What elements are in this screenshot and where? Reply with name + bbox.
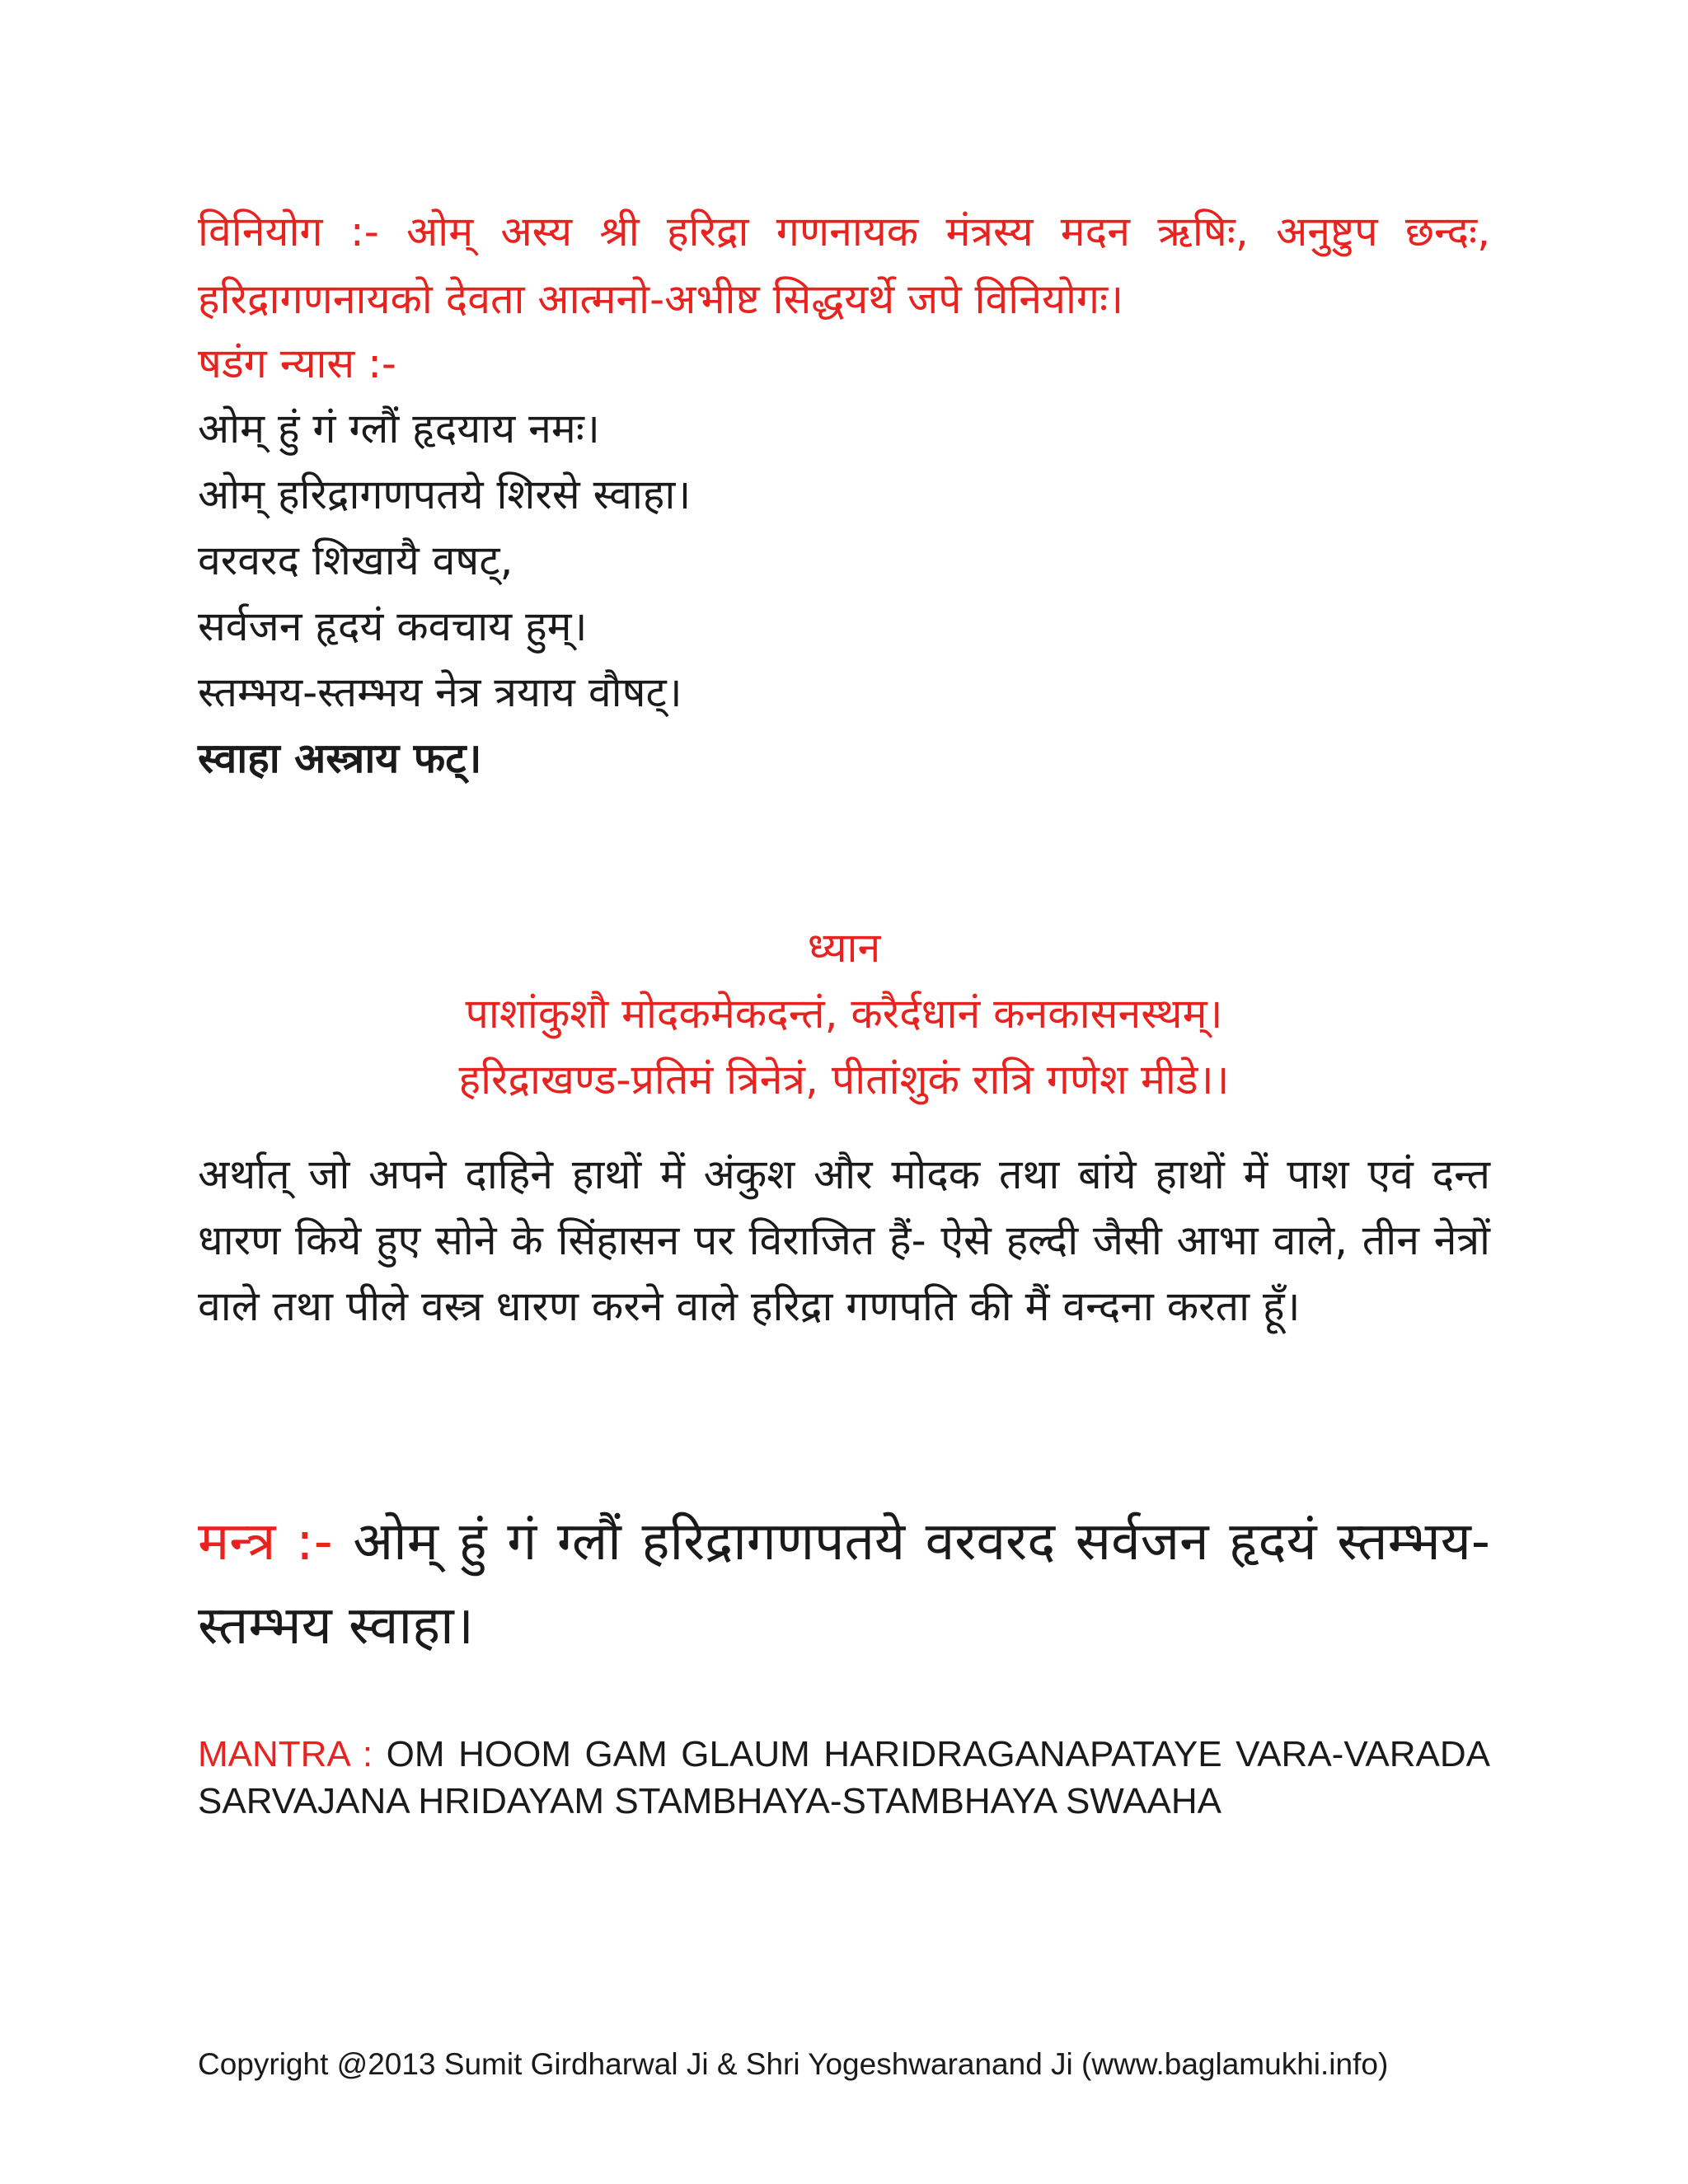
shadang-nyas-heading: षडंग न्यास :- xyxy=(198,340,396,387)
nyas-line-hridaya: ओम् हुं गं ग्लौं हृदयाय नमः। xyxy=(198,405,600,452)
shadang-nyas-list xyxy=(198,396,691,791)
mantra-english-label: MANTRA : xyxy=(198,1734,373,1774)
mantra-devanagari-paragraph xyxy=(198,1500,1490,1668)
dhyan-verse-line-2: हरिद्राखण्ड-प्रतिमं त्रिनेत्रं, पीतांशुकं रात्रि गणेश मीडे।। xyxy=(458,1056,1230,1104)
mantra-label: मन्त्र :- xyxy=(198,1511,333,1572)
dhyan-section xyxy=(198,915,1490,1113)
dhyan-verse-line-1: पाशांकुशौ मोदकमेकदन्तं, करैर्दधानं कनकासनस्थम्। xyxy=(465,990,1223,1038)
nyas-line-kavach: सर्वजन हृदयं कवचाय हुम्। xyxy=(198,602,588,650)
nyas-line-shira: ओम् हरिद्रागणपतये शिरसे स्वाहा। xyxy=(198,471,692,518)
nyas-line-netra: स्तम्भय-स्तम्भय नेत्र त्रयाय वौषट्। xyxy=(198,668,682,716)
meaning-paragraph: अर्थात् जो अपने दाहिने हाथों में अंकुश और मोदक तथा बांये हाथों में पाश एवं दन्त धारण किये हुए सोने के सिंहासन पर विराजित हैं- ऐसे हल्दी जैसी आभा वाले, तीन नेत्रों वाले तथा पीले वस्त्र धारण करने वाले हरिद्रा गणपति की मैं वन्दना करता हूँ। xyxy=(198,1151,1490,1330)
copyright-footer: Copyright @2013 Sumit Girdharwal Ji & Shri Yogeshwaranand Ji (www.baglamukhi.info) xyxy=(198,2047,1389,2081)
mantra-text: ओम् हुं गं ग्लौं हरिद्रागणपतये वरवरद सर्वजन हृदयं स्तम्भय-स्तम्भय स्वाहा। xyxy=(198,1511,1490,1657)
mantra-english-paragraph xyxy=(198,1731,1490,1825)
mantra-english-text: OM HOOM GAM GLAUM HARIDRAGANAPATAYE VARA-VARADA SARVAJANA HRIDAYAM STAMBHAYA-STAMBHAYA SWAAHA xyxy=(198,1734,1491,1821)
nyas-line-astra: स्वाहा अस्त्राय फट्। xyxy=(198,734,482,782)
viniyog-text: ओम् अस्य श्री हरिद्रा गणनायक मंत्रस्य मदन ऋषिः, अनुष्टुप छन्दः, हरिद्रागणनायको देवता आत्मनो-अभीष्ट सिद्धयर्थे जपे विनियोगः। xyxy=(198,208,1490,323)
viniyog-label: विनियोग :- xyxy=(198,208,379,255)
viniyog-paragraph xyxy=(198,198,1490,333)
nyas-line-shikha: वरवरद शिखायै वषट्, xyxy=(198,537,513,584)
dhyan-heading: ध्यान xyxy=(807,924,881,972)
